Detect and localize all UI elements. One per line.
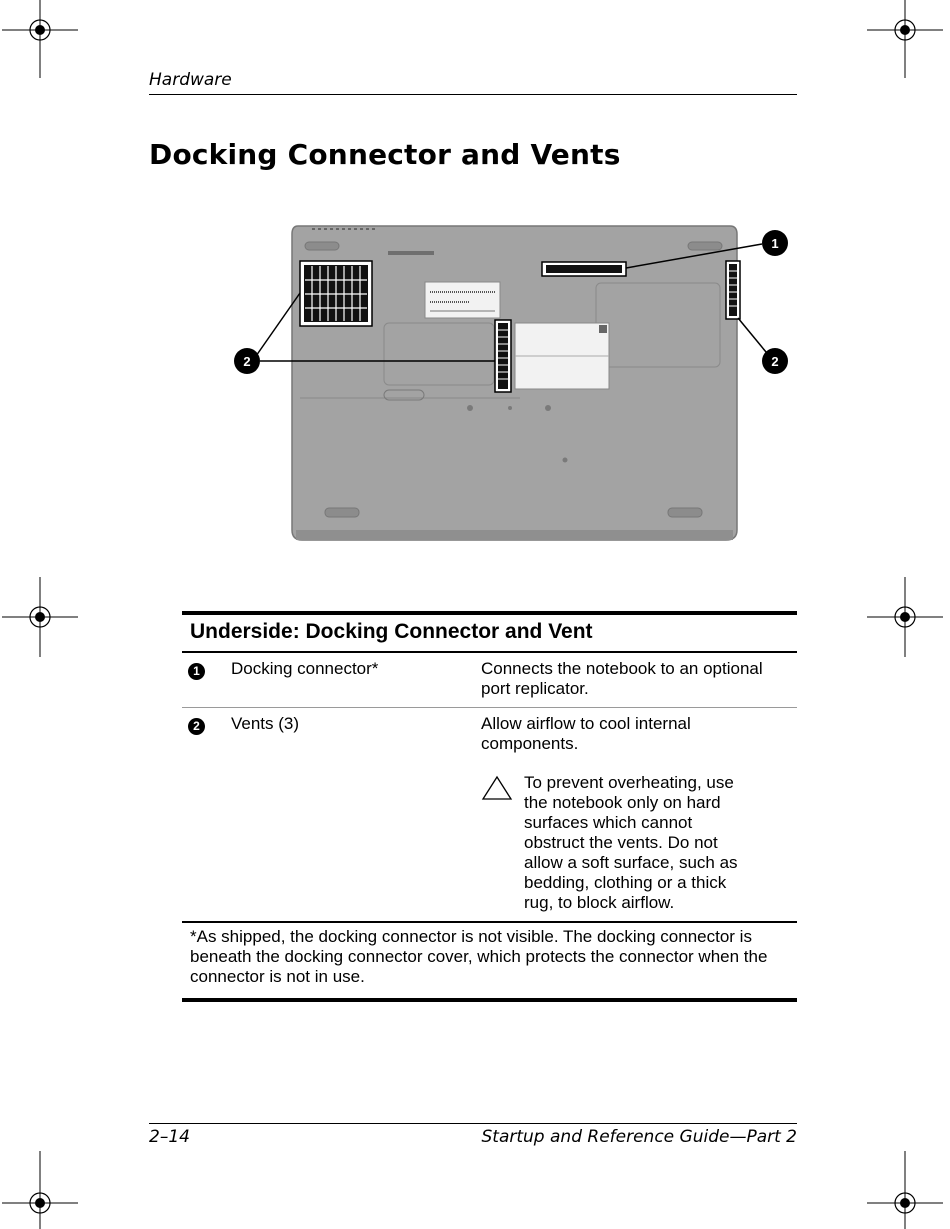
table-title: Underside: Docking Connector and Vent [182, 615, 797, 653]
component-description: Connects the notebook to an optional port replicator. [481, 659, 763, 698]
table-footnote: *As shipped, the docking connector is not visible. The docking connector is beneath the docking connector cover, which protects the connector when the connector is not in use. [182, 921, 797, 998]
running-footer [149, 1123, 797, 1147]
callout-2-left [234, 348, 260, 374]
page-title: Docking Connector and Vents [149, 138, 621, 171]
callout-2-left-label: 2 [243, 354, 251, 369]
component-name: Vents (3) [231, 714, 300, 733]
registration-mark-mid-right [865, 577, 945, 657]
callout-2-right-label: 2 [771, 354, 779, 369]
item-number-1: 1 [188, 663, 205, 680]
registration-mark-bottom-right [865, 1149, 945, 1229]
notebook-underside-illustration [225, 215, 805, 555]
caution-triangle-icon [481, 775, 513, 801]
registration-mark-mid-left [0, 577, 80, 657]
guide-title: Startup and Reference Guide—Part 2 [481, 1127, 797, 1147]
item-number-2: 2 [188, 718, 205, 735]
page-number: 2–14 [149, 1127, 190, 1147]
registration-mark-top-left [0, 0, 80, 80]
caution-text: To prevent overheating, use the notebook only on hard surfaces which cannot obstruct the vents. Do not allow a soft surface, such as bedding, clothing or a thick rug, to block airflow. [524, 773, 738, 912]
callout-2-right [762, 348, 788, 374]
callout-1-label: 1 [771, 236, 779, 251]
callout-1 [762, 230, 788, 256]
registration-mark-top-right [865, 0, 945, 80]
table-row [182, 707, 797, 921]
registration-mark-bottom-left [0, 1149, 80, 1229]
caution-note [481, 773, 791, 913]
running-header: Hardware [149, 70, 797, 95]
component-name: Docking connector* [231, 659, 379, 678]
component-table [182, 611, 797, 1002]
table-row [182, 653, 797, 707]
component-description: Allow airflow to cool internal components. [481, 714, 691, 753]
